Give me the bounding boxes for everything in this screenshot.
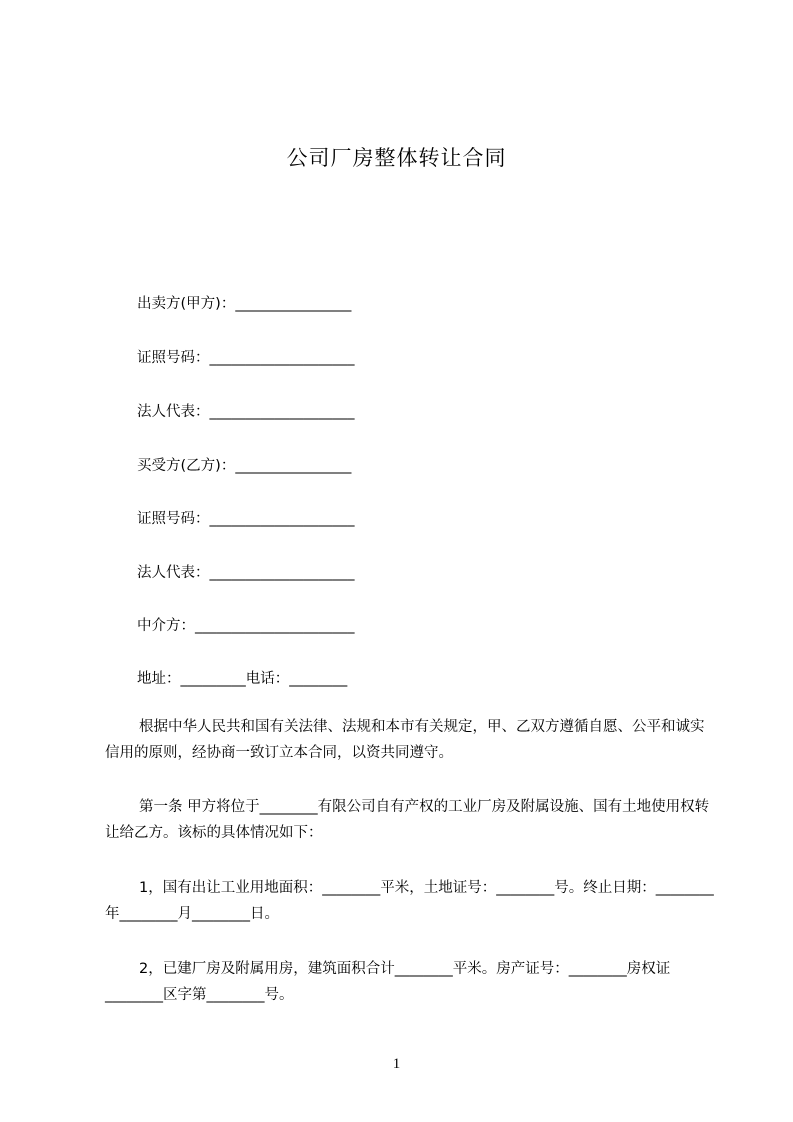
field-blank: ________ — [289, 671, 348, 687]
seller-legal-rep-field — [137, 400, 355, 421]
field-blank: ________________ — [235, 458, 352, 474]
field-label: 证照号码： — [137, 511, 210, 527]
field-label: 证照号码： — [137, 350, 210, 366]
paragraph-text: 2，已建厂房及附属用房，建筑面积合计________平米。房产证号：________房权证________区字第________号。 — [105, 961, 671, 1003]
page-number: 1 — [392, 1056, 401, 1072]
field-label: 地址：_________电话： — [137, 671, 290, 687]
building-area-paragraph — [105, 956, 715, 1008]
field-blank: ______________________ — [195, 618, 355, 634]
seller-name-field — [137, 292, 351, 313]
buyer-legal-rep-field — [137, 561, 355, 582]
paragraph-text: 第一条 甲方将位于________有限公司自有产权的工业厂房及附属设施、国有土地使用权转让给乙方。该标的具体情况如下： — [105, 799, 710, 841]
field-blank: ____________________ — [209, 565, 355, 581]
field-blank: ____________________ — [209, 404, 355, 420]
address-phone-field — [137, 667, 347, 688]
seller-license-field — [137, 346, 355, 367]
field-label: 法人代表： — [137, 565, 210, 581]
field-blank: ____________________ — [209, 350, 355, 366]
field-blank: ____________________ — [209, 511, 355, 527]
paragraph-text: 根据中华人民共和国有关法律、法规和本市有关规定，甲、乙双方遵循自愿、公平和诚实信用的原则，经协商一致订立本合同，以资共同遵守。 — [105, 719, 705, 761]
article-one-paragraph — [105, 794, 715, 846]
field-label: 出卖方(甲方)： — [137, 296, 236, 312]
buyer-name-field — [137, 454, 351, 475]
field-label: 法人代表： — [137, 404, 210, 420]
preamble-paragraph — [105, 714, 715, 766]
paragraph-text: 1，国有出让工业用地面积：________平米，土地证号：________号。终止日期：________年________月________日。 — [105, 880, 714, 922]
buyer-license-field — [137, 507, 355, 528]
field-blank: ________________ — [235, 296, 352, 312]
agent-field — [137, 614, 355, 635]
land-area-paragraph — [105, 875, 715, 927]
document-title: 公司厂房整体转让合同 — [286, 146, 507, 170]
field-label: 中介方： — [137, 618, 195, 634]
field-label: 买受方(乙方)： — [137, 458, 236, 474]
